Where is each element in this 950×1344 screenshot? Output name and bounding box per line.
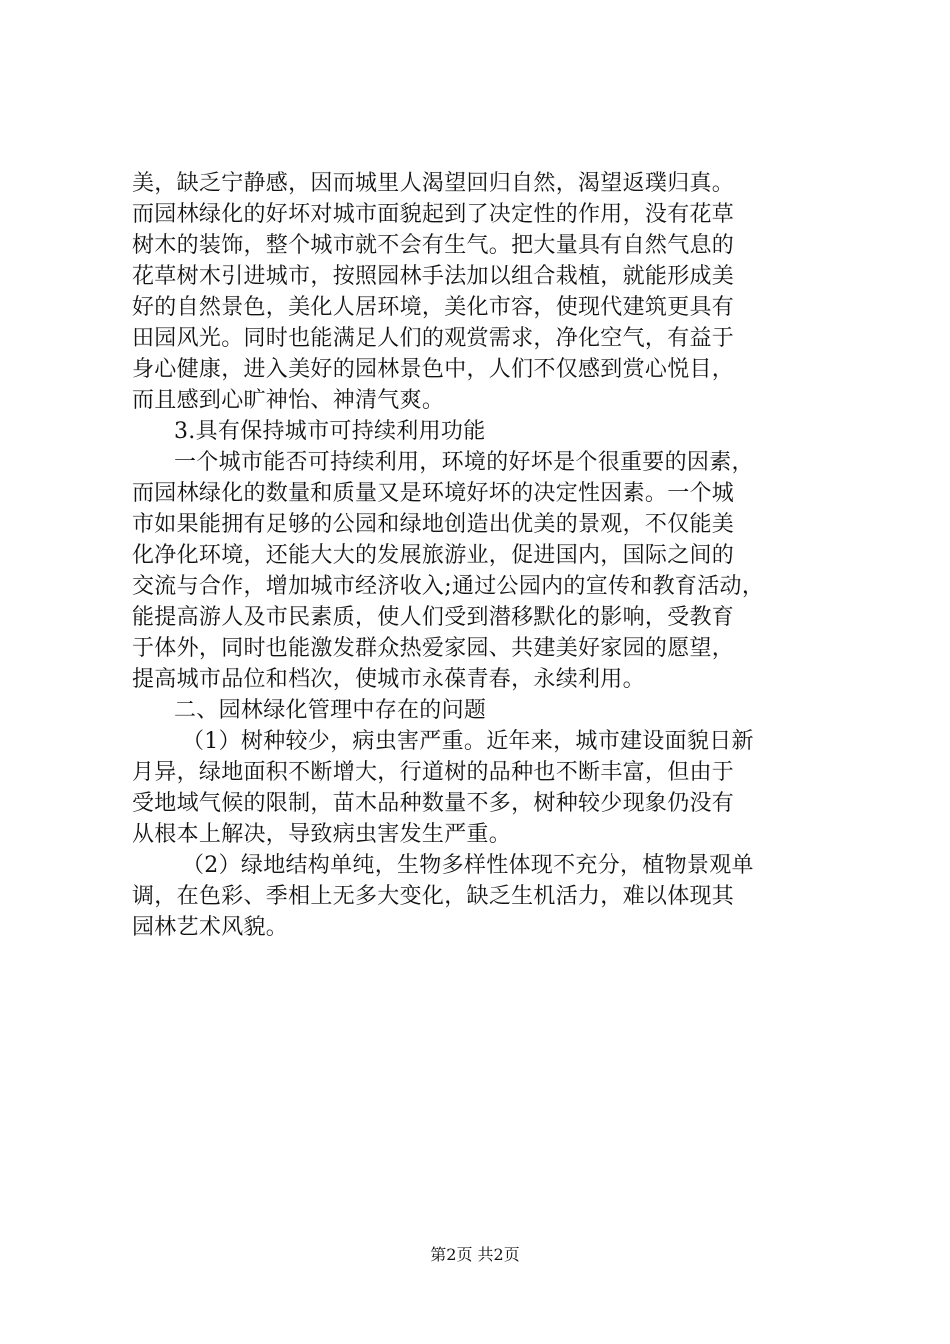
- paragraph-line: 调，在色彩、季相上无多大变化，缺乏生机活力，难以体现其: [132, 884, 735, 909]
- section-heading: 二、园林绿化管理中存在的问题: [174, 698, 487, 723]
- paragraph-line: 而且感到心旷神怡、神清气爽。: [132, 388, 445, 413]
- paragraph-line: 于体外，同时也能激发群众热爱家园、共建美好家园的愿望，: [132, 636, 735, 661]
- section-heading: 3.具有保持城市可持续利用功能: [174, 419, 486, 444]
- paragraph-line: 月异，绿地面积不断增大，行道树的品种也不断丰富，但由于: [132, 760, 735, 785]
- paragraph-line: 好的自然景色，美化人居环境，美化市容，使现代建筑更具有: [132, 295, 735, 320]
- paragraph-line: 受地域气候的限制，苗木品种数量不多，树种较少现象仍没有: [132, 791, 735, 816]
- paragraph-line: 能提高游人及市民素质，使人们受到潜移默化的影响，受教育: [132, 605, 735, 630]
- paragraph-line: 身心健康，进入美好的园林景色中，人们不仅感到赏心悦目，: [132, 357, 735, 382]
- paragraph-line: 市如果能拥有足够的公园和绿地创造出优美的景观，不仅能美: [132, 512, 735, 537]
- paragraph-line: 提高城市品位和档次，使城市永葆青春，永续利用。: [132, 667, 645, 692]
- paragraph-line: 化净化环境，还能大大的发展旅游业，促进国内，国际之间的: [132, 543, 735, 568]
- paragraph-line: 而园林绿化的数量和质量又是环境好坏的决定性因素。一个城: [132, 481, 735, 506]
- paragraph-line: 树木的装饰，整个城市就不会有生气。把大量具有自然气息的: [132, 233, 735, 258]
- paragraph-line: 一个城市能否可持续利用，环境的好坏是个很重要的因素，: [174, 450, 754, 475]
- paragraph-line: 从根本上解决，导致病虫害发生严重。: [132, 822, 512, 847]
- paragraph-line: （2）绿地结构单纯，生物多样性体现不充分，植物景观单: [182, 853, 754, 878]
- paragraph-line: 而园林绿化的好坏对城市面貌起到了决定性的作用，没有花草: [132, 202, 735, 227]
- page-number-footer: 第2页 共2页: [430, 1245, 520, 1264]
- document-body: [132, 168, 832, 943]
- paragraph-line: 美，缺乏宁静感，因而城里人渴望回归自然，渴望返璞归真。: [132, 171, 735, 196]
- paragraph-line: 园林艺术风貌。: [132, 915, 289, 940]
- paragraph-line: 交流与合作，增加城市经济收入;通过公园内的宣传和教育活动，: [132, 574, 765, 599]
- paragraph-line: （1）树种较少，病虫害严重。近年来，城市建设面貌日新: [182, 729, 754, 754]
- paragraph-line: 花草树木引进城市，按照园林手法加以组合栽植，就能形成美: [132, 264, 735, 289]
- paragraph-line: 田园风光。同时也能满足人们的观赏需求，净化空气，有益于: [132, 326, 735, 351]
